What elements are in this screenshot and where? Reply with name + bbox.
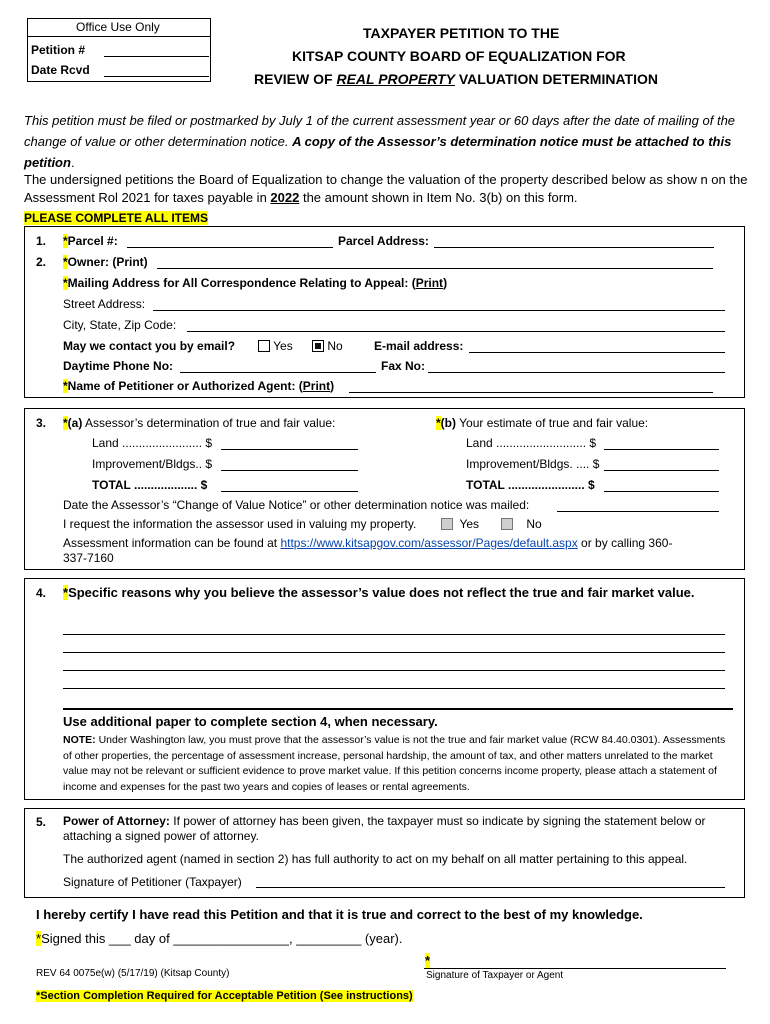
email-no-checkbox[interactable] <box>312 340 324 352</box>
petitioner-name-label: *Name of Petitioner or Authorized Agent: (Print) <box>63 379 335 393</box>
mailing-address-label: *Mailing Address for All Correspondence Relating to Appeal: (Print) <box>63 276 448 290</box>
reasons-line-3[interactable] <box>63 670 725 671</box>
petitioner-signature-label: Signature of Petitioner (Taxpayer) <box>63 875 242 889</box>
estimate-total-field[interactable] <box>604 491 719 492</box>
parcel-label: *Parcel #: <box>63 234 118 248</box>
email-yes-checkbox[interactable] <box>258 340 270 352</box>
section-required-note: *Section Completion Required for Acceptable Petition (See instructions) <box>36 990 413 1002</box>
reasons-line-1[interactable] <box>63 634 725 635</box>
title-line-2: KITSAP COUNTY BOARD OF EQUALIZATION FOR <box>292 48 626 64</box>
street-address-label: Street Address: <box>63 297 146 311</box>
parcel-number-field[interactable] <box>127 247 333 248</box>
request-no-checkbox[interactable] <box>501 518 513 530</box>
agent-authority-text: The authorized agent (named in section 2) has full authority to act on my behalf on all matter pertaining to this appeal. <box>63 852 688 866</box>
daytime-phone-field[interactable] <box>180 372 376 373</box>
assessor-value-heading: *(a) Assessor’s determination of true and fair value: <box>63 416 336 430</box>
date-received-field[interactable] <box>104 76 209 77</box>
estimate-improvement-field[interactable] <box>604 470 719 471</box>
assessor-improvement-field[interactable] <box>221 470 358 471</box>
petitioner-name-field[interactable] <box>349 392 713 393</box>
office-use-divider <box>27 36 211 37</box>
office-use-title: Office Use Only <box>76 20 160 34</box>
estimate-land-field[interactable] <box>604 449 719 450</box>
certification-statement: I hereby certify I have read this Petition and that it is true and correct to the best of my knowledge. <box>36 907 643 922</box>
item-4-number: 4. <box>36 586 47 600</box>
item-1-number: 1. <box>36 234 47 248</box>
title-line-1: TAXPAYER PETITION TO THE <box>363 25 560 41</box>
notice-mailed-field[interactable] <box>557 511 719 512</box>
assessor-land-field[interactable] <box>221 449 358 450</box>
washington-law-note: NOTE: Under Washington law, you must prove that the assessor’s value is not the true and fair market value (RCW 84.40.0301). Assessments of other properties, the percentage of assessment increase, personal hardship, the amount of tax, and other matters unrelated to the market value may not be relevant or sufficient evidence to prove market value. If this petition concerns income property, please attach a statement of income and expenses for the past two years and copies of leases or rental agreements. <box>63 734 726 793</box>
assessor-phone-continued: 337-7160 <box>63 551 114 565</box>
date-received-label: Date Rcvd <box>31 63 90 77</box>
taxpayer-signature-star: * <box>425 953 431 968</box>
petition-number-field[interactable] <box>104 56 209 57</box>
email-address-label: E-mail address: <box>374 339 464 353</box>
email-contact-no[interactable]: No <box>312 339 343 353</box>
reasons-line-4[interactable] <box>63 688 725 689</box>
estimate-total-label: TOTAL ....................... $ <box>466 478 595 492</box>
reasons-line-2[interactable] <box>63 652 725 653</box>
estimate-land-label: Land ........................... $ <box>466 436 597 450</box>
form-revision: REV 64 0075e(w) (5/17/19) (Kitsap County) <box>36 968 230 979</box>
assessor-land-label: Land ........................ $ <box>92 436 213 450</box>
assessor-total-field[interactable] <box>221 491 358 492</box>
assessor-improvement-label: Improvement/Bldgs.. $ <box>92 457 213 471</box>
fax-field[interactable] <box>428 372 725 373</box>
taxpayer-signature-label: Signature of Taxpayer or Agent <box>426 970 564 981</box>
city-state-zip-field[interactable] <box>187 331 725 332</box>
additional-paper-note: Use additional paper to complete section 4, when necessary. <box>63 714 438 729</box>
daytime-phone-label: Daytime Phone No: <box>63 359 174 373</box>
assessor-website-link[interactable]: https://www.kitsapgov.com/assessor/Pages/default.aspx <box>280 536 578 550</box>
please-complete-banner: PLEASE COMPLETE ALL ITEMS <box>24 211 209 225</box>
title-line-3: REVIEW OF REAL PROPERTY VALUATION DETERMINATION <box>254 71 658 87</box>
request-info-label: I request the information the assessor used in valuing my property. <box>63 517 417 531</box>
email-contact-question: May we contact you by email? <box>63 339 236 353</box>
specific-reasons-heading: *Specific reasons why you believe the assessor’s value does not reflect the true and fair market value. <box>63 585 695 600</box>
parcel-address-field[interactable] <box>434 247 714 248</box>
item-3-number: 3. <box>36 416 47 430</box>
estimate-value-heading: *(b) Your estimate of true and fair value: <box>436 416 649 430</box>
signed-date-line[interactable]: *Signed this ___ day of ________________, _________ (year). <box>36 931 403 946</box>
reasons-divider <box>63 708 733 710</box>
taxpayer-signature-field[interactable] <box>424 968 726 969</box>
street-address-field[interactable] <box>153 310 725 311</box>
assessment-info-text: Assessment information can be found at https://www.kitsapgov.com/assessor/Pages/default.aspx or by calling 360- <box>63 536 673 550</box>
owner-field[interactable] <box>157 268 713 269</box>
parcel-address-label: Parcel Address: <box>338 234 429 248</box>
petitioner-signature-field[interactable] <box>256 887 725 888</box>
notice-mailed-label: Date the Assessor’s “Change of Value Notice” or other determination notice was mailed: <box>63 498 530 512</box>
city-state-zip-label: City, State, Zip Code: <box>63 318 177 332</box>
power-of-attorney-text: Power of Attorney: If power of attorney has been given, the taxpayer must so indicate by signing the statement below or attaching a signed power of attorney. <box>63 814 706 843</box>
owner-label: *Owner: (Print) <box>63 255 148 269</box>
assessor-total-label: TOTAL ................... $ <box>92 478 208 492</box>
request-yes-checkbox[interactable] <box>441 518 453 530</box>
fax-label: Fax No: <box>381 359 426 373</box>
item-2-number: 2. <box>36 255 47 269</box>
request-info-yes[interactable]: Yes <box>441 517 479 531</box>
petition-number-label: Petition # <box>31 43 86 57</box>
request-info-no[interactable]: No <box>501 517 542 531</box>
intro-paragraph-2: The undersigned petitions the Board of Equalization to change the valuation of the property described below as show n on the Assessment Rol 2021 for taxes payable in 2022 the amount shown in Item No. 3(b) on this form. <box>24 172 748 205</box>
estimate-improvement-label: Improvement/Bldgs. .... $ <box>466 457 600 471</box>
item-5-number: 5. <box>36 815 47 829</box>
email-address-field[interactable] <box>469 352 725 353</box>
email-contact-yes[interactable]: Yes <box>258 339 293 353</box>
intro-paragraph-1: This petition must be filed or postmarked by July 1 of the current assessment year or 60 days after the date of mailing of the change of value or other determination notice. A copy of the Assessor’s determination notice must be attached to this petition. <box>24 113 736 170</box>
